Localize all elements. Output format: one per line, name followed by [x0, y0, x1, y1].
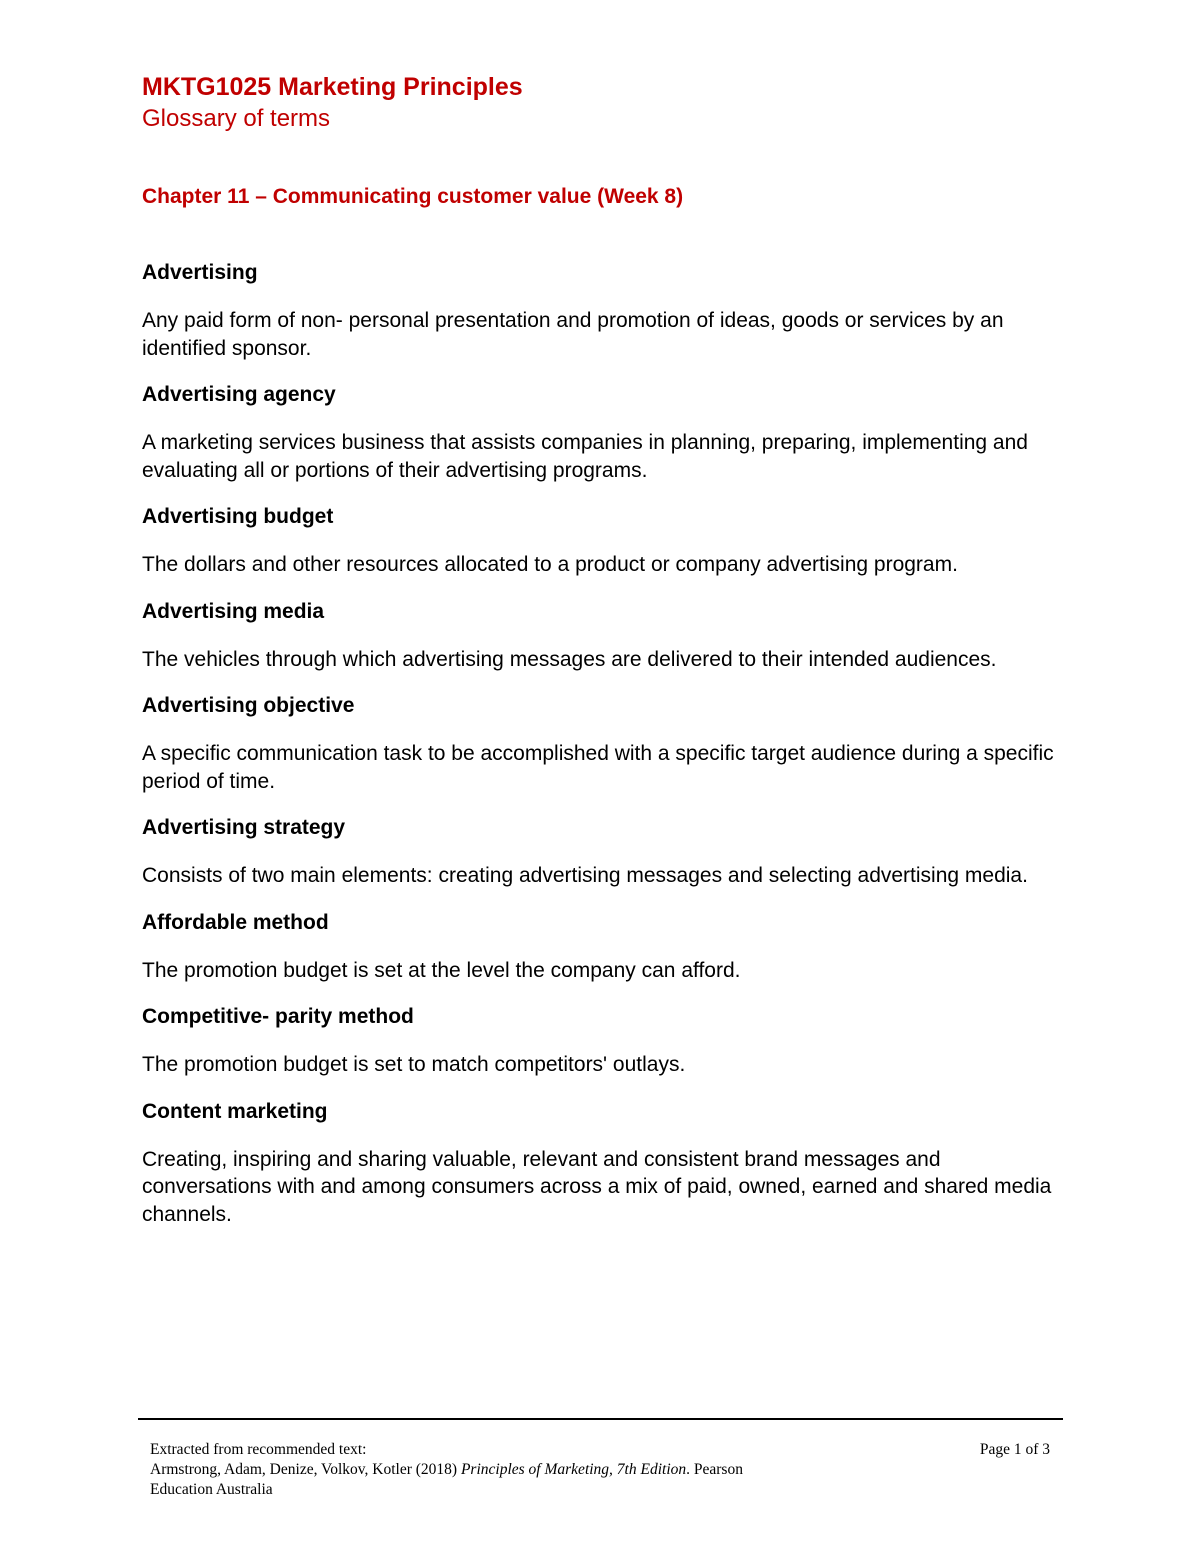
document-subtitle: Glossary of terms — [142, 105, 331, 132]
glossary-definition: Consists of two main elements: creating advertising messages and selecting advertising media. — [142, 864, 1028, 887]
glossary-entry — [142, 814, 1072, 890]
glossary-definition: Any paid form of non- personal presentation and promotion of ideas, goods or services by an identified sponsor. — [142, 309, 1004, 360]
page-indicator: Page 1 of 3 — [979, 1441, 1050, 1458]
course-title: MKTG1025 Marketing Principles — [142, 73, 523, 101]
glossary-term: Advertising — [142, 261, 258, 284]
citation-publisher: . Pearson — [686, 1461, 743, 1478]
glossary-definition: A specific communication task to be accomplished with a specific target audience during a specific period of time. — [142, 742, 1054, 793]
chapter-heading: Chapter 11 – Communicating customer value (Week 8) — [142, 185, 684, 208]
glossary-term: Competitive- parity method — [142, 1005, 414, 1028]
footer-source-label: Extracted from recommended text: — [150, 1441, 367, 1458]
glossary-term: Advertising strategy — [142, 816, 346, 839]
glossary-entry — [142, 692, 1072, 795]
citation-authors: Armstrong, Adam, Denize, Volkov, Kotler (2018) — [150, 1461, 458, 1478]
glossary-list — [142, 259, 1072, 1247]
glossary-entry — [142, 1003, 1072, 1079]
glossary-definition: The dollars and other resources allocated to a product or company advertising program. — [142, 553, 958, 576]
page-footer — [150, 1440, 1050, 1500]
glossary-term: Advertising objective — [142, 694, 355, 717]
footer-divider — [138, 1418, 1063, 1420]
footer-citation-continued: Education Australia — [150, 1481, 273, 1498]
glossary-definition: The vehicles through which advertising messages are delivered to their intended audiences. — [142, 647, 997, 671]
glossary-term: Content marketing — [142, 1099, 328, 1123]
footer-citation — [150, 1460, 1050, 1480]
glossary-term: Advertising agency — [142, 383, 336, 406]
glossary-term: Affordable method — [142, 910, 329, 934]
glossary-entry — [142, 381, 1072, 484]
glossary-definition: Creating, inspiring and sharing valuable, relevant and consistent brand messages and conversations with and among consumers across a mix of paid, owned, earned and shared media channels. — [142, 1147, 1052, 1226]
glossary-entry — [142, 1098, 1072, 1229]
glossary-definition: A marketing services business that assists companies in planning, preparing, implementing and evaluating all or portions of their advertising programs. — [142, 431, 1028, 482]
glossary-entry — [142, 598, 1072, 674]
glossary-definition: The promotion budget is set to match competitors' outlays. — [142, 1053, 686, 1076]
citation-title: Principles of Marketing, 7th Edition — [460, 1461, 687, 1478]
glossary-entry — [142, 503, 1072, 579]
glossary-entry — [142, 259, 1072, 362]
glossary-definition: The promotion budget is set at the level the company can afford. — [142, 958, 741, 982]
glossary-entry — [142, 909, 1072, 985]
glossary-term: Advertising media — [142, 599, 325, 623]
glossary-term: Advertising budget — [142, 505, 334, 528]
